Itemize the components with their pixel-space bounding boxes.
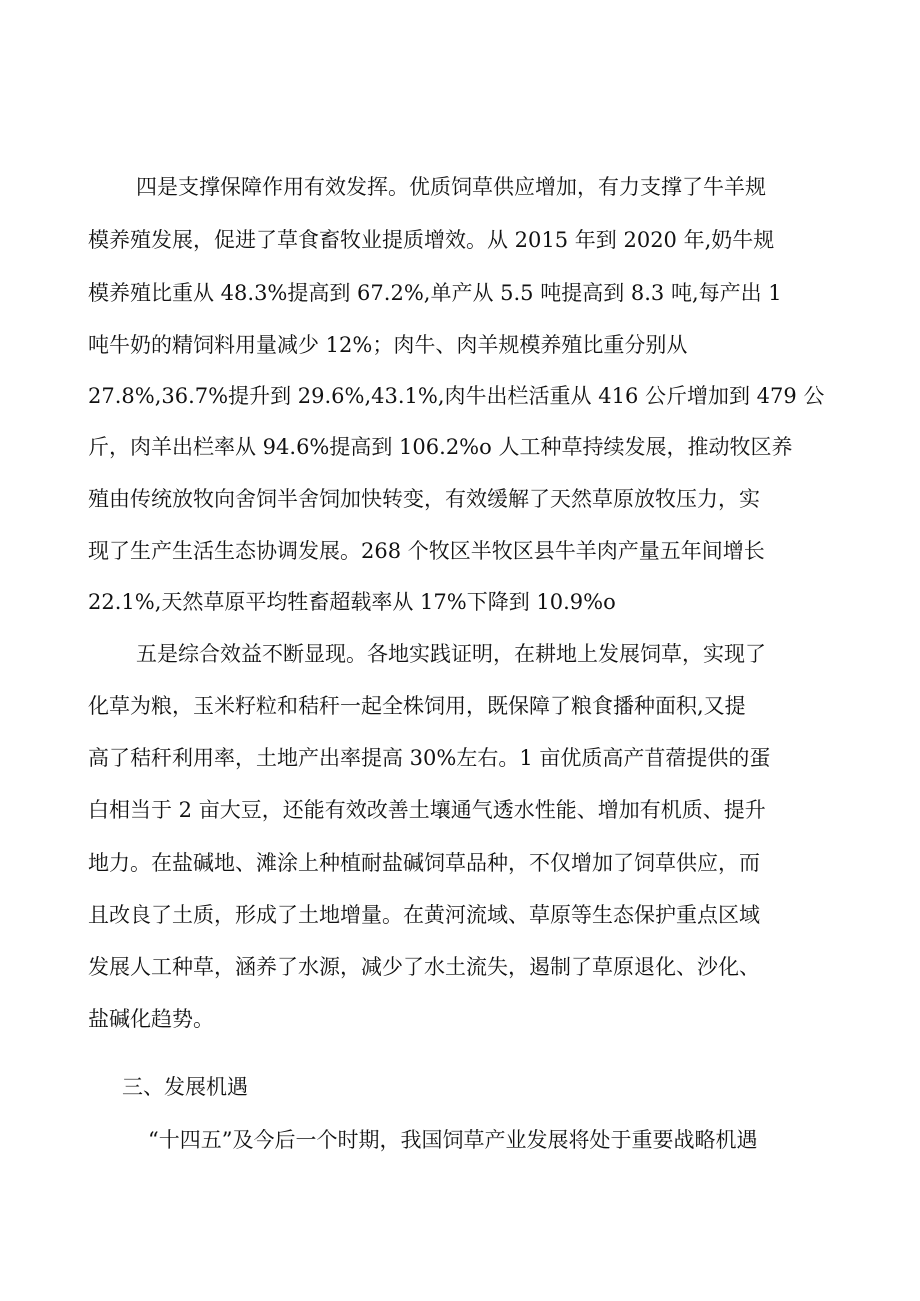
paragraph-line: 吨牛奶的精饲料用量减少 12%；肉牛、肉羊规模养殖比重分别从	[88, 333, 688, 357]
paragraph-line: 四是支撑保障作用有效发挥。优质饲草供应增加，有力支撑了牛羊规	[136, 175, 766, 199]
paragraph-line: 盐碱化趋势。	[88, 1007, 214, 1031]
paragraph-line: 高了秸秆利用率，土地产出率提高 30%左右。1 亩优质高产苜蓿提供的蛋	[88, 746, 771, 770]
paragraph-line: 模养殖比重从 48.3%提高到 67.2%,单产从 5.5 吨提高到 8.3 吨,每产出 1	[88, 281, 782, 305]
paragraph-line: 地力。在盐碱地、滩涂上种植耐盐碱饲草品种，不仅增加了饲草供应，而	[88, 851, 760, 875]
paragraph-line: 22.1%,天然草原平均牲畜超载率从 17%下降到 10.9%o	[88, 590, 616, 614]
paragraph-line: 模养殖发展，促进了草食畜牧业提质增效。从 2015 年到 2020 年,奶牛规	[88, 228, 775, 252]
paragraph-line: 现了生产生活生态协调发展。268 个牧区半牧区县牛羊肉产量五年间增长	[88, 539, 765, 563]
paragraph-line: 27.8%,36.7%提升到 29.6%,43.1%,肉牛出栏活重从 416 公斤增加到 479 公	[88, 384, 825, 408]
section-heading: 三、发展机遇	[122, 1075, 248, 1099]
paragraph-line: 发展人工种草，涵养了水源，减少了水土流失，遏制了草原退化、沙化、	[88, 955, 760, 979]
paragraph-line: 且改良了土质，形成了土地增量。在黄河流域、草原等生态保护重点区域	[88, 903, 760, 927]
paragraph-line: 五是综合效益不断显现。各地实践证明，在耕地上发展饲草，实现了	[136, 642, 766, 666]
paragraph-line: “十四五”及今后一个时期，我国饲草产业发展将处于重要战略机遇	[148, 1128, 758, 1152]
paragraph-line: 斤，肉羊出栏率从 94.6%提高到 106.2%o 人工种草持续发展，推动牧区养	[88, 435, 793, 459]
paragraph-line: 白相当于 2 亩大豆，还能有效改善土壤通气透水性能、增加有机质、提升	[88, 798, 766, 822]
paragraph-line: 殖由传统放牧向舍饲半舍饲加快转变，有效缓解了天然草原放牧压力，实	[88, 487, 760, 511]
paragraph-line: 化草为粮，玉米籽粒和秸秆一起全株饲用，既保障了粮食播种面积,又提	[88, 694, 746, 718]
